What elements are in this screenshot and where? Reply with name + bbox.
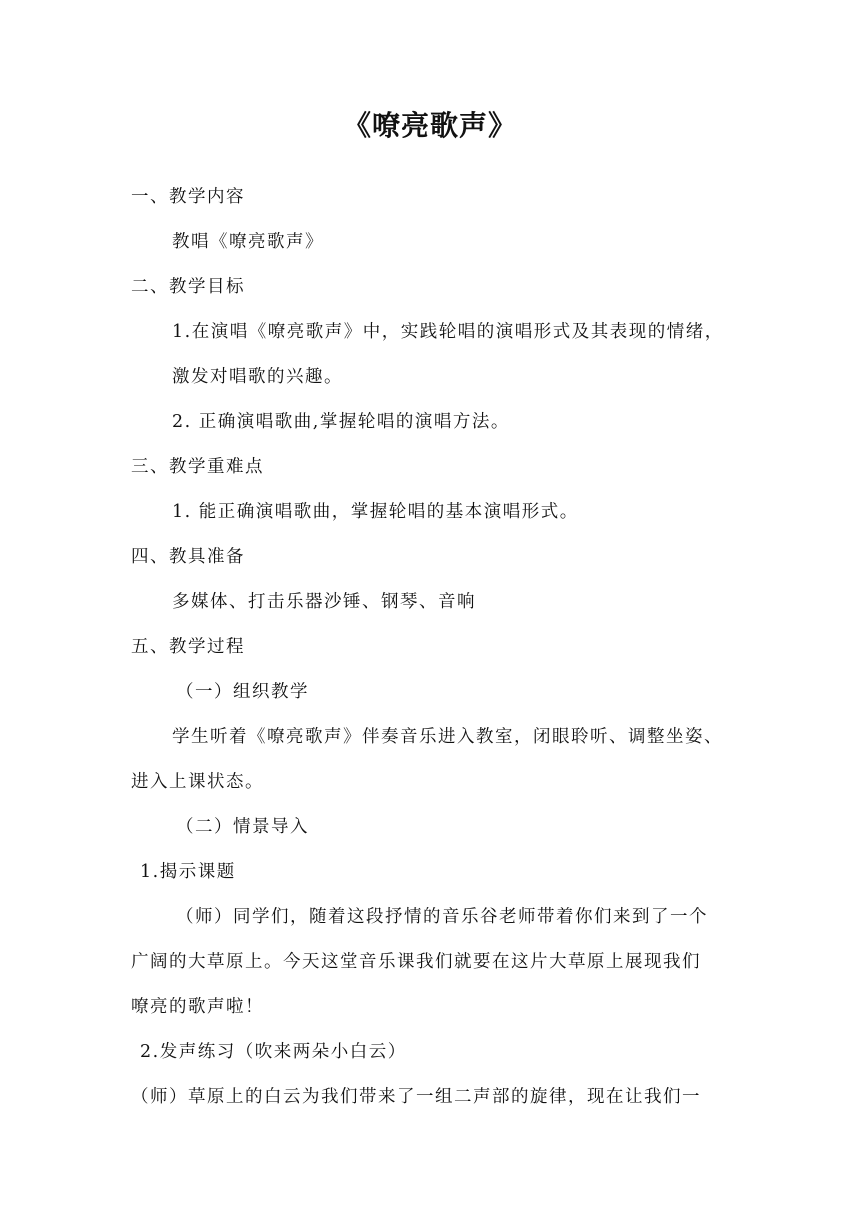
section-heading-key-points: 三、教学重难点 xyxy=(131,457,264,477)
paragraph-line: 2. 正确演唱歌曲,掌握轮唱的演唱方法。 xyxy=(172,412,510,432)
section-heading-goals: 二、教学目标 xyxy=(131,277,245,297)
paragraph-line: （师）草原上的白云为我们带来了一组二声部的旋律，现在让我们一 xyxy=(131,1087,701,1107)
paragraph-line: 激发对唱歌的兴趣。 xyxy=(172,367,343,387)
subsection-heading: （一）组织教学 xyxy=(176,682,309,702)
section-heading-materials: 四、教具准备 xyxy=(131,547,245,567)
document-title: 《嘹亮歌声》 xyxy=(342,109,517,142)
paragraph-line: 1.在演唱《嘹亮歌声》中，实践轮唱的演唱形式及其表现的情绪， xyxy=(172,322,724,342)
paragraph-line: 学生听着《嘹亮歌声》伴奏音乐进入教室，闭眼聆听、调整坐姿、 xyxy=(172,727,723,747)
list-item-heading: 1.揭示课题 xyxy=(140,862,236,882)
paragraph-line: 1. 能正确演唱歌曲，掌握轮唱的基本演唱形式。 xyxy=(172,502,579,522)
subsection-heading: （二）情景导入 xyxy=(176,817,309,837)
paragraph-line: 多媒体、打击乐器沙锤、钢琴、音响 xyxy=(172,592,476,612)
paragraph-line: 进入上课状态。 xyxy=(131,772,264,792)
section-heading-process: 五、教学过程 xyxy=(131,637,245,657)
paragraph-line: 广阔的大草原上。今天这堂音乐课我们就要在这片大草原上展现我们 xyxy=(131,952,701,972)
paragraph-line: 教唱《嘹亮歌声》 xyxy=(172,232,324,252)
section-heading-content: 一、教学内容 xyxy=(131,187,245,207)
paragraph-line: （师）同学们，随着这段抒情的音乐谷老师带着你们来到了一个 xyxy=(176,907,708,927)
list-item-heading: 2.发声练习（吹来两朵小白云） xyxy=(140,1042,407,1062)
paragraph-line: 嘹亮的歌声啦！ xyxy=(131,997,264,1017)
